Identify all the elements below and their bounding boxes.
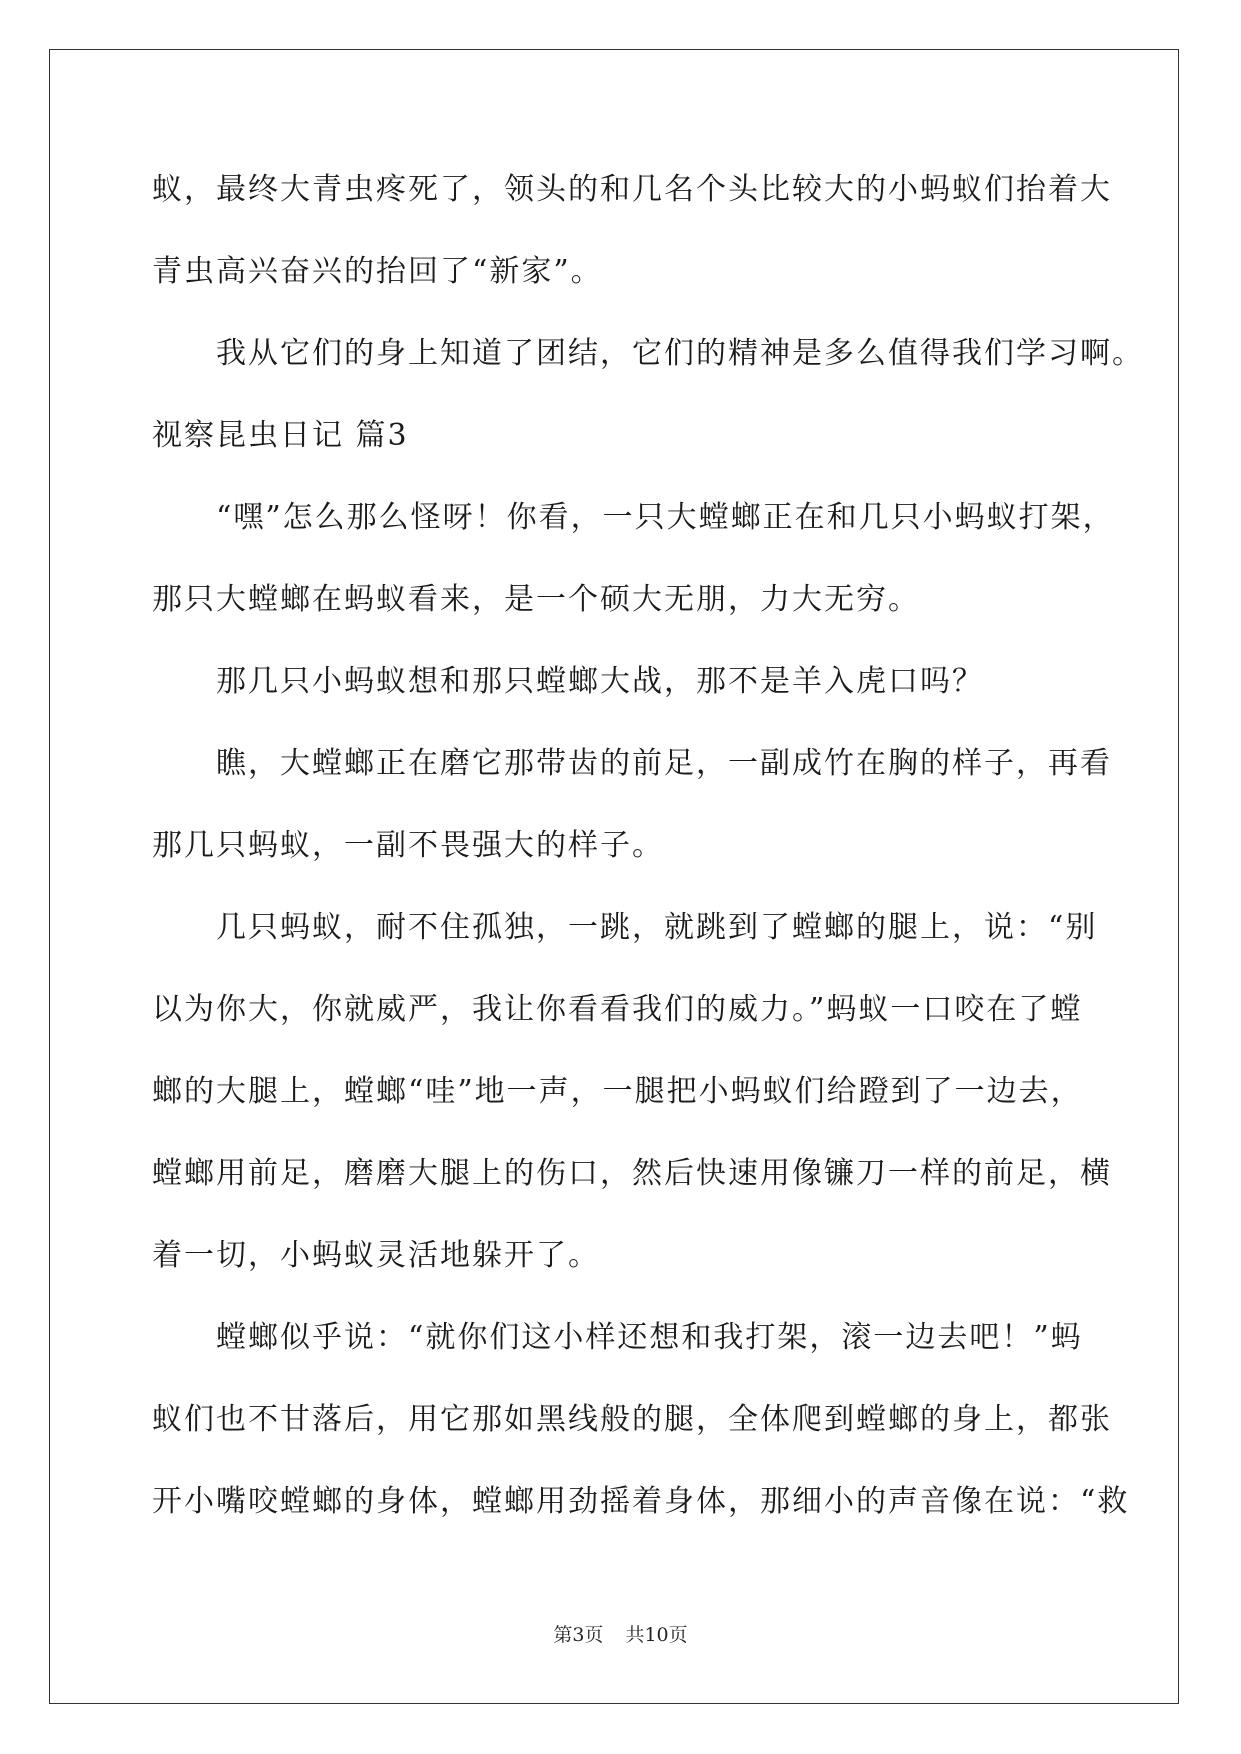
- text-line: 我从它们的身上知道了团结，它们的精神是多么值得我们学习啊。: [216, 336, 1144, 371]
- text-line: 以为你大，你就威严，我让你看看我们的威力。”蚂蚁一口咬在了螳: [152, 992, 1083, 1027]
- page-total: 共10页: [625, 1624, 688, 1646]
- text-line: 青虫高兴奋兴的抬回了“新家”。: [152, 254, 603, 289]
- page-number: 第3页: [553, 1624, 604, 1646]
- text-line: 那几只小蚂蚁想和那只螳螂大战，那不是羊入虎口吗？: [216, 664, 984, 699]
- text-line: 视察昆虫日记 篇3: [152, 418, 409, 453]
- text-line: 螂的大腿上，螳螂“哇”地一声，一腿把小蚂蚁们给蹬到了一边去，: [152, 1074, 1083, 1109]
- text-line: 那几只蚂蚁，一副不畏强大的样子。: [152, 828, 664, 863]
- text-line: 开小嘴咬螳螂的身体，螳螂用劲摇着身体，那细小的声音像在说：“救: [152, 1484, 1130, 1519]
- text-line: “嘿”怎么那么怪呀！你看，一只大螳螂正在和几只小蚂蚁打架，: [216, 500, 1115, 535]
- text-line: 那只大螳螂在蚂蚁看来，是一个硕大无朋，力大无穷。: [152, 582, 920, 617]
- text-line: 瞧，大螳螂正在磨它那带齿的前足，一副成竹在胸的样子，再看: [216, 746, 1112, 781]
- text-line: 螳螂用前足，磨磨大腿上的伤口，然后快速用像镰刀一样的前足，横: [152, 1156, 1112, 1191]
- text-line: 着一切，小蚂蚁灵活地躲开了。: [152, 1238, 600, 1273]
- text-line: 蚁们也不甘落后，用它那如黑线般的腿，全体爬到螳螂的身上，都张: [152, 1402, 1112, 1437]
- text-line: 螳螂似乎说：“就你们这小样还想和我打架，滚一边去吧！”蚂: [216, 1320, 1083, 1355]
- page-footer: [0, 1620, 1241, 1647]
- document-body: [152, 161, 1144, 1555]
- text-line: 蚁，最终大青虫疼死了，领头的和几名个头比较大的小蚂蚁们抬着大: [152, 172, 1112, 207]
- text-line: 几只蚂蚁，耐不住孤独，一跳，就跳到了螳螂的腿上，说：“别: [216, 910, 1098, 945]
